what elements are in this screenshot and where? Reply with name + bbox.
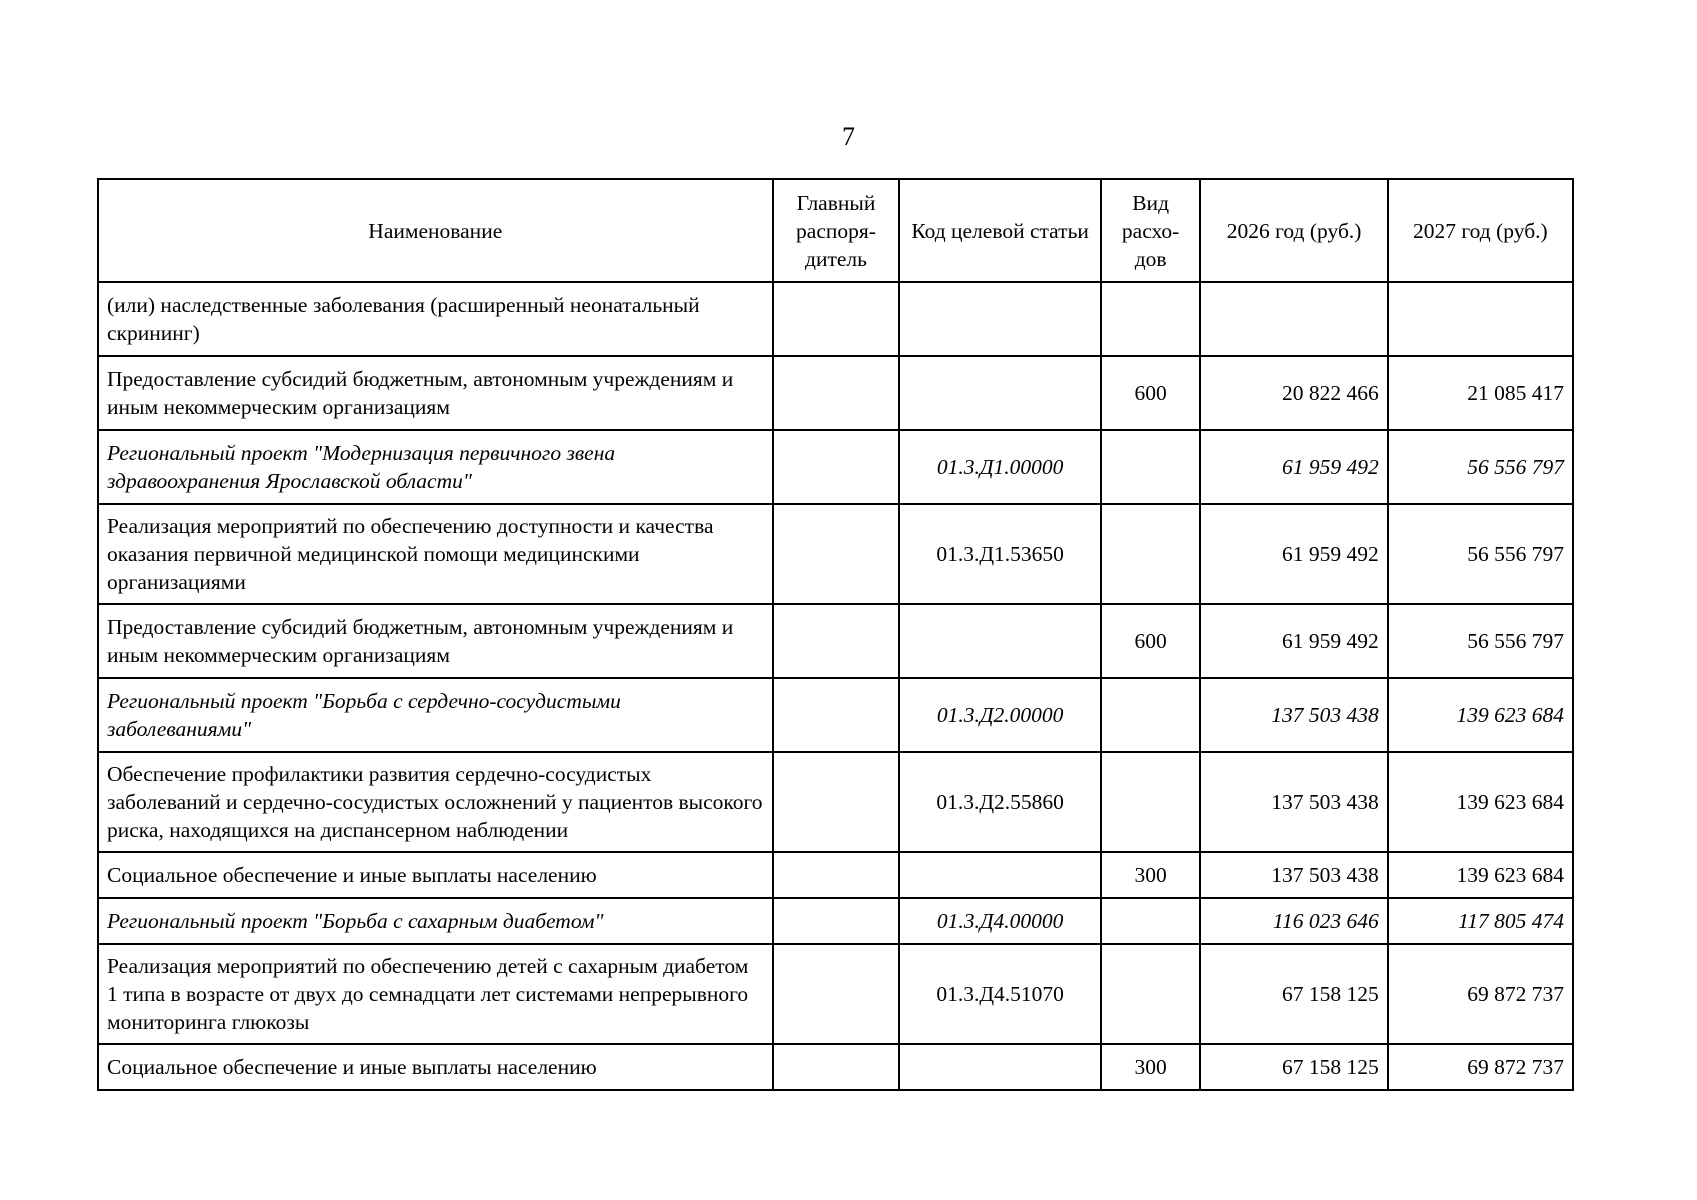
header-name: Наименование xyxy=(98,179,773,282)
row-2026-cell: 67 158 125 xyxy=(1200,1044,1387,1090)
row-admin-cell xyxy=(773,604,900,678)
row-code-cell xyxy=(899,852,1100,898)
header-2026: 2026 год (руб.) xyxy=(1200,179,1387,282)
row-type-cell: 600 xyxy=(1101,604,1201,678)
row-2027-cell: 139 623 684 xyxy=(1388,678,1573,752)
row-name-cell: Реализация мероприятий по обеспечению детей с сахарным диабетом 1 типа в возрасте от двух до семнадцати лет системами непрерывного мониторинга глюкозы xyxy=(98,944,773,1044)
row-2026-cell: 20 822 466 xyxy=(1200,356,1387,430)
row-type-cell xyxy=(1101,678,1201,752)
row-2026-cell: 61 959 492 xyxy=(1200,504,1387,604)
row-name-cell: Предоставление субсидий бюджетным, автономным учреждениям и иным некоммерческим организациям xyxy=(98,604,773,678)
row-2027-cell: 139 623 684 xyxy=(1388,752,1573,852)
row-2027-cell: 56 556 797 xyxy=(1388,430,1573,504)
page-number: 7 xyxy=(842,122,855,151)
row-name-cell: Социальное обеспечение и иные выплаты населению xyxy=(98,852,773,898)
row-type-cell xyxy=(1101,898,1201,944)
row-2027-cell: 69 872 737 xyxy=(1388,944,1573,1044)
row-2027-cell: 56 556 797 xyxy=(1388,604,1573,678)
row-admin-cell xyxy=(773,504,900,604)
row-name-cell: Региональный проект "Борьба с сахарным диабетом" xyxy=(98,898,773,944)
header-type: Вид расхо-дов xyxy=(1101,179,1201,282)
row-type-cell: 300 xyxy=(1101,1044,1201,1090)
row-admin-cell xyxy=(773,678,900,752)
row-type-cell xyxy=(1101,430,1201,504)
row-code-cell: 01.3.Д1.53650 xyxy=(899,504,1100,604)
row-code-cell xyxy=(899,356,1100,430)
row-2026-cell: 61 959 492 xyxy=(1200,430,1387,504)
row-type-cell xyxy=(1101,752,1201,852)
row-admin-cell xyxy=(773,282,900,356)
header-admin: Главный распоря-дитель xyxy=(773,179,900,282)
row-2026-cell: 67 158 125 xyxy=(1200,944,1387,1044)
row-2027-cell: 69 872 737 xyxy=(1388,1044,1573,1090)
table-row xyxy=(98,604,1573,678)
row-code-cell: 01.3.Д1.00000 xyxy=(899,430,1100,504)
row-name-cell: Региональный проект "Модернизация первичного звена здравоохранения Ярославской области" xyxy=(98,430,773,504)
header-code: Код целевой статьи xyxy=(899,179,1100,282)
row-code-cell: 01.3.Д2.55860 xyxy=(899,752,1100,852)
row-admin-cell xyxy=(773,898,900,944)
table-row xyxy=(98,678,1573,752)
table-row xyxy=(98,282,1573,356)
table-row xyxy=(98,898,1573,944)
row-name-cell: (или) наследственные заболевания (расширенный неонатальный скрининг) xyxy=(98,282,773,356)
table-body xyxy=(98,282,1573,1090)
table-row xyxy=(98,504,1573,604)
row-code-cell: 01.3.Д4.51070 xyxy=(899,944,1100,1044)
row-admin-cell xyxy=(773,1044,900,1090)
table-row xyxy=(98,430,1573,504)
row-name-cell: Предоставление субсидий бюджетным, автономным учреждениям и иным некоммерческим организациям xyxy=(98,356,773,430)
row-2027-cell xyxy=(1388,282,1573,356)
row-2026-cell: 137 503 438 xyxy=(1200,752,1387,852)
header-2027: 2027 год (руб.) xyxy=(1388,179,1573,282)
row-type-cell: 600 xyxy=(1101,356,1201,430)
row-2026-cell: 137 503 438 xyxy=(1200,852,1387,898)
table-row xyxy=(98,944,1573,1044)
row-type-cell xyxy=(1101,504,1201,604)
row-code-cell xyxy=(899,604,1100,678)
row-code-cell xyxy=(899,282,1100,356)
row-admin-cell xyxy=(773,944,900,1044)
row-admin-cell xyxy=(773,752,900,852)
row-2027-cell: 139 623 684 xyxy=(1388,852,1573,898)
table-row xyxy=(98,852,1573,898)
row-2026-cell: 116 023 646 xyxy=(1200,898,1387,944)
row-admin-cell xyxy=(773,356,900,430)
row-2027-cell: 56 556 797 xyxy=(1388,504,1573,604)
row-type-cell xyxy=(1101,944,1201,1044)
table-row xyxy=(98,752,1573,852)
row-code-cell: 01.3.Д2.00000 xyxy=(899,678,1100,752)
row-name-cell: Реализация мероприятий по обеспечению доступности и качества оказания первичной медицинской помощи медицинскими организациями xyxy=(98,504,773,604)
row-code-cell: 01.3.Д4.00000 xyxy=(899,898,1100,944)
row-admin-cell xyxy=(773,430,900,504)
table-header-row xyxy=(98,179,1573,282)
row-2026-cell xyxy=(1200,282,1387,356)
row-2026-cell: 137 503 438 xyxy=(1200,678,1387,752)
row-name-cell: Социальное обеспечение и иные выплаты населению xyxy=(98,1044,773,1090)
row-name-cell: Региональный проект "Борьба с сердечно-сосудистыми заболеваниями" xyxy=(98,678,773,752)
row-2027-cell: 117 805 474 xyxy=(1388,898,1573,944)
row-code-cell xyxy=(899,1044,1100,1090)
row-2026-cell: 61 959 492 xyxy=(1200,604,1387,678)
row-name-cell: Обеспечение профилактики развития сердечно-сосудистых заболеваний и сердечно-сосудистых осложнений у пациентов высокого риска, находящихся на диспансерном наблюдении xyxy=(98,752,773,852)
budget-table xyxy=(97,178,1574,1091)
row-type-cell: 300 xyxy=(1101,852,1201,898)
row-type-cell xyxy=(1101,282,1201,356)
row-2027-cell: 21 085 417 xyxy=(1388,356,1573,430)
row-admin-cell xyxy=(773,852,900,898)
table-row xyxy=(98,1044,1573,1090)
table-row xyxy=(98,356,1573,430)
